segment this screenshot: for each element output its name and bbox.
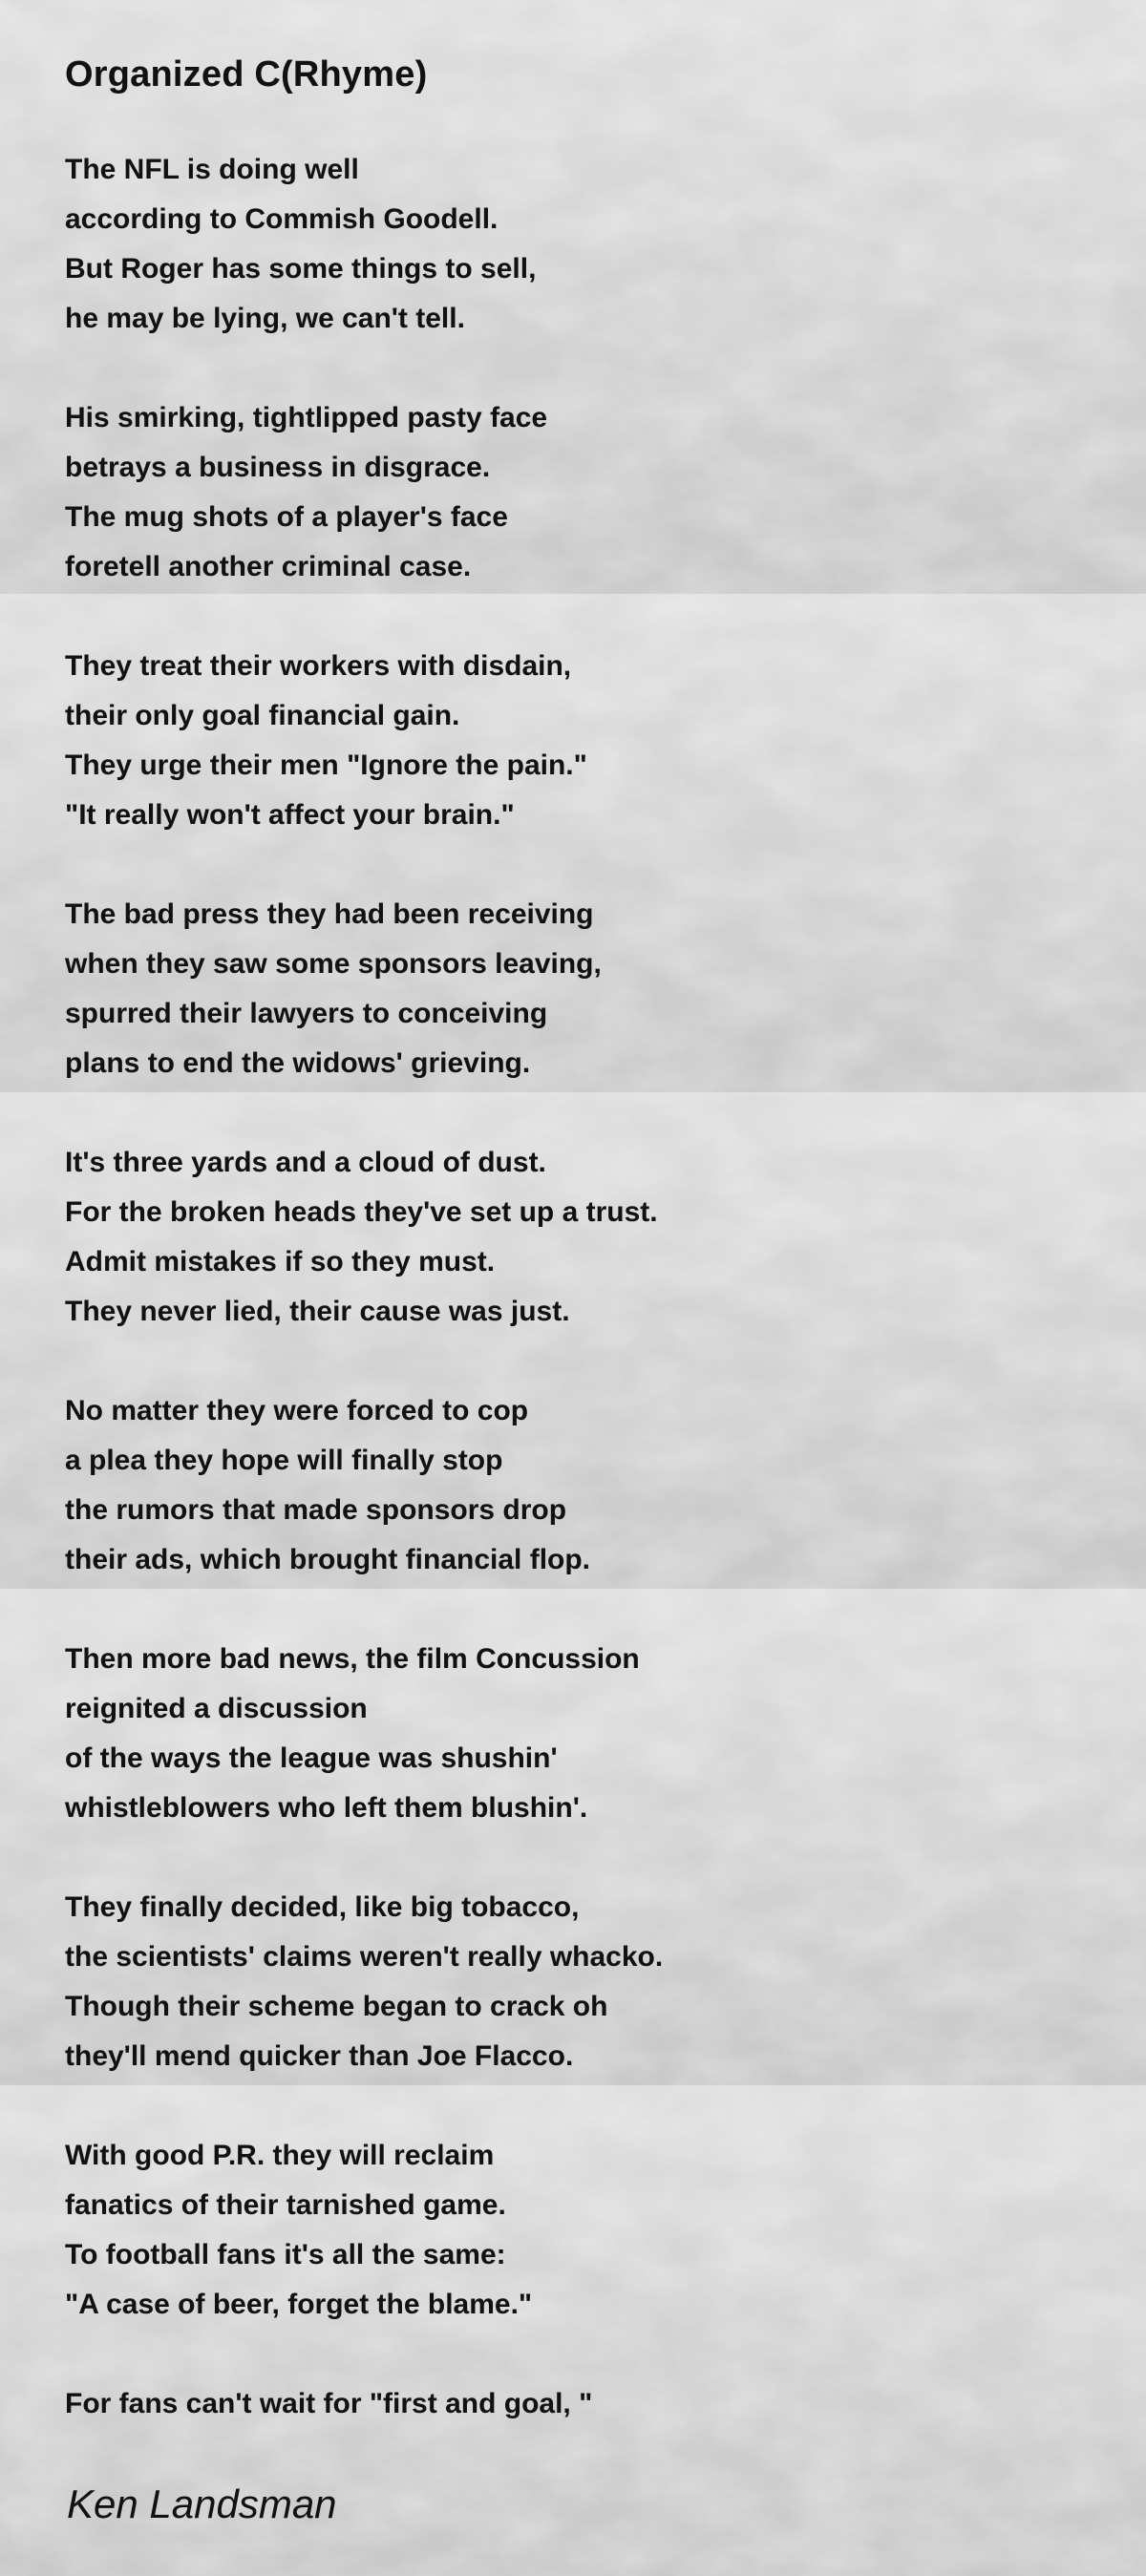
poem-line: according to Commish Goodell. xyxy=(65,203,499,235)
stanza xyxy=(65,890,1115,1088)
poem-line: They treat their workers with disdain, xyxy=(65,650,572,682)
poem-line: It's three yards and a cloud of dust. xyxy=(65,1147,546,1178)
poem-line: he may be lying, we can't tell. xyxy=(65,303,465,334)
stanza xyxy=(65,642,1115,840)
stanza xyxy=(65,1138,1115,1337)
poem-line: fanatics of their tarnished game. xyxy=(65,2189,506,2221)
poem-line: when they saw some sponsors leaving, xyxy=(65,948,602,980)
stanza xyxy=(65,393,1115,592)
stanza xyxy=(65,1883,1115,2081)
poem-line: their ads, which brought financial flop. xyxy=(65,1544,591,1575)
poem-line: plans to end the widows' grieving. xyxy=(65,1047,531,1079)
poem-line: "A case of beer, forget the blame." xyxy=(65,2289,533,2320)
poem-line: No matter they were forced to cop xyxy=(65,1395,529,1426)
poem-line: "It really won't affect your brain." xyxy=(65,799,515,831)
poem-line: The bad press they had been receiving xyxy=(65,898,594,930)
poem-title: Organized C(Rhyme) xyxy=(65,54,428,95)
poem-line: reignited a discussion xyxy=(65,1693,368,1724)
poem-line: They never lied, their cause was just. xyxy=(65,1296,570,1327)
poem-line: They urge their men "Ignore the pain." xyxy=(65,750,587,781)
poem-line: whistleblowers who left them blushin'. xyxy=(65,1792,588,1824)
poem-line: His smirking, tightlipped pasty face xyxy=(65,402,548,433)
poem-line: They finally decided, like big tobacco, xyxy=(65,1891,580,1923)
poem-line: foretell another criminal case. xyxy=(65,551,472,582)
poem-line: a plea they hope will finally stop xyxy=(65,1445,503,1476)
author-name: Ken Landsman xyxy=(67,2481,337,2526)
poem-line: of the ways the league was shushin' xyxy=(65,1742,558,1774)
poem-line: betrays a business in disgrace. xyxy=(65,452,491,483)
poem-line: But Roger has some things to sell, xyxy=(65,253,537,285)
stanza xyxy=(65,145,1115,344)
poem-line: For the broken heads they've set up a trust. xyxy=(65,1196,658,1228)
poem-line: Admit mistakes if so they must. xyxy=(65,1246,496,1277)
poem-line: the scientists' claims weren't really whacko. xyxy=(65,1941,664,1973)
poem-line: spurred their lawyers to conceiving xyxy=(65,998,548,1029)
poem-line: For fans can't wait for "first and goal, " xyxy=(65,2388,593,2419)
poem-line: With good P.R. they will reclaim xyxy=(65,2140,495,2171)
poem-line: The NFL is doing well xyxy=(65,154,359,185)
poem-body xyxy=(65,145,1115,2479)
stanza xyxy=(65,1386,1115,1585)
poem-line: Then more bad news, the film Concussion xyxy=(65,1643,640,1675)
poem-line: they'll mend quicker than Joe Flacco. xyxy=(65,2040,574,2072)
poem-line: their only goal financial gain. xyxy=(65,700,460,731)
stanza xyxy=(65,2131,1115,2330)
poem-line: the rumors that made sponsors drop xyxy=(65,1494,567,1526)
poem-line: Though their scheme began to crack oh xyxy=(65,1991,608,2022)
poem-line: The mug shots of a player's face xyxy=(65,501,508,533)
stanza xyxy=(65,1635,1115,1833)
stanza xyxy=(65,2379,1115,2429)
poem-line: To football fans it's all the same: xyxy=(65,2239,506,2270)
